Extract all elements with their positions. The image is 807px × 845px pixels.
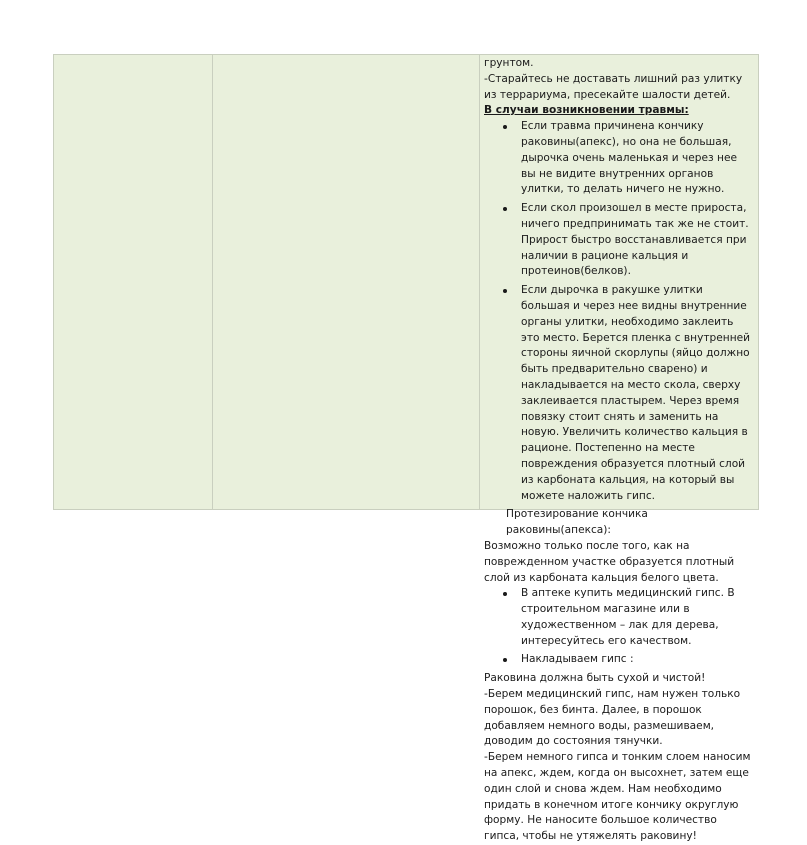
prosthesis-heading: Протезирование кончика раковины(апекса): xyxy=(506,508,648,537)
injury-heading: В случаи возникновении травмы: xyxy=(484,104,689,117)
prosthesis-list xyxy=(484,586,754,668)
list-item: В аптеке купить медицинский гипс. В строительном магазине или в художественном – лак для дерева, интересуйтесь его качеством. xyxy=(484,586,754,649)
bullet-icon xyxy=(503,289,507,293)
list-item: Если травма причинена кончику раковины(апекс), но она не большая, дырочка очень маленькая и через нее вы не видите внутренних органов улитки, то делать ничего не нужно. xyxy=(484,119,754,198)
bullet-icon xyxy=(503,207,507,211)
step-text: Раковина должна быть сухой и чистой! xyxy=(484,672,706,685)
table-column-3 xyxy=(480,55,758,843)
step-text: -Берем медицинский гипс, нам нужен только порошок, без бинта. Далее, в порошок добавляем немного воды, размешиваем, доводим до состояния тянучки. xyxy=(484,688,741,748)
list-item: Если скол произошел в месте прироста, ничего предпринимать так же не стоит. Прирост быстро восстанавливается при наличии в рационе кальция и протеинов(белков). xyxy=(484,201,754,280)
list-item: Накладываем гипс : xyxy=(484,652,754,668)
bullet-icon xyxy=(503,125,507,129)
content-table xyxy=(53,54,759,843)
bullet-icon xyxy=(503,592,507,596)
table-column-2 xyxy=(213,55,480,509)
prosthesis-intro: Возможно только после того, как на поврежденном участке образуется плотный слой из карбоната кальция белого цвета. xyxy=(484,539,735,584)
bullet-icon xyxy=(503,658,507,662)
text-line: грунтом. xyxy=(484,57,534,69)
injury-list xyxy=(484,119,754,504)
table-column-1 xyxy=(54,55,213,509)
list-item: Если дырочка в ракушке улитки большая и через нее видны внутренние органы улитки, необходимо заклеить это место. Берется пленка с внутренней стороны яичной скорлупы (яйцо должно быть предварительно сварено) и накладывается на место скола, сверху заклеивается пластырем. Через время повязку стоит снять и заменить на новую. Увеличить количество кальция в рационе. Постепенно на месте повреждения образуется плотный слой из карбоната кальция, на который вы можете наложить гипс. xyxy=(484,283,754,504)
step-text: -Берем немного гипса и тонким слоем наносим на апекс, ждем, когда он высохнет, затем еще один слой и снова ждем. Нам необходимо придать в конечном итоге кончику округлую форму. Не наносите большое количество гипса, чтобы не утяжелять раковину! xyxy=(484,751,751,843)
text-line: -Старайтесь не доставать лишний раз улитку из террариума, пресекайте шалости детей. xyxy=(484,72,743,101)
